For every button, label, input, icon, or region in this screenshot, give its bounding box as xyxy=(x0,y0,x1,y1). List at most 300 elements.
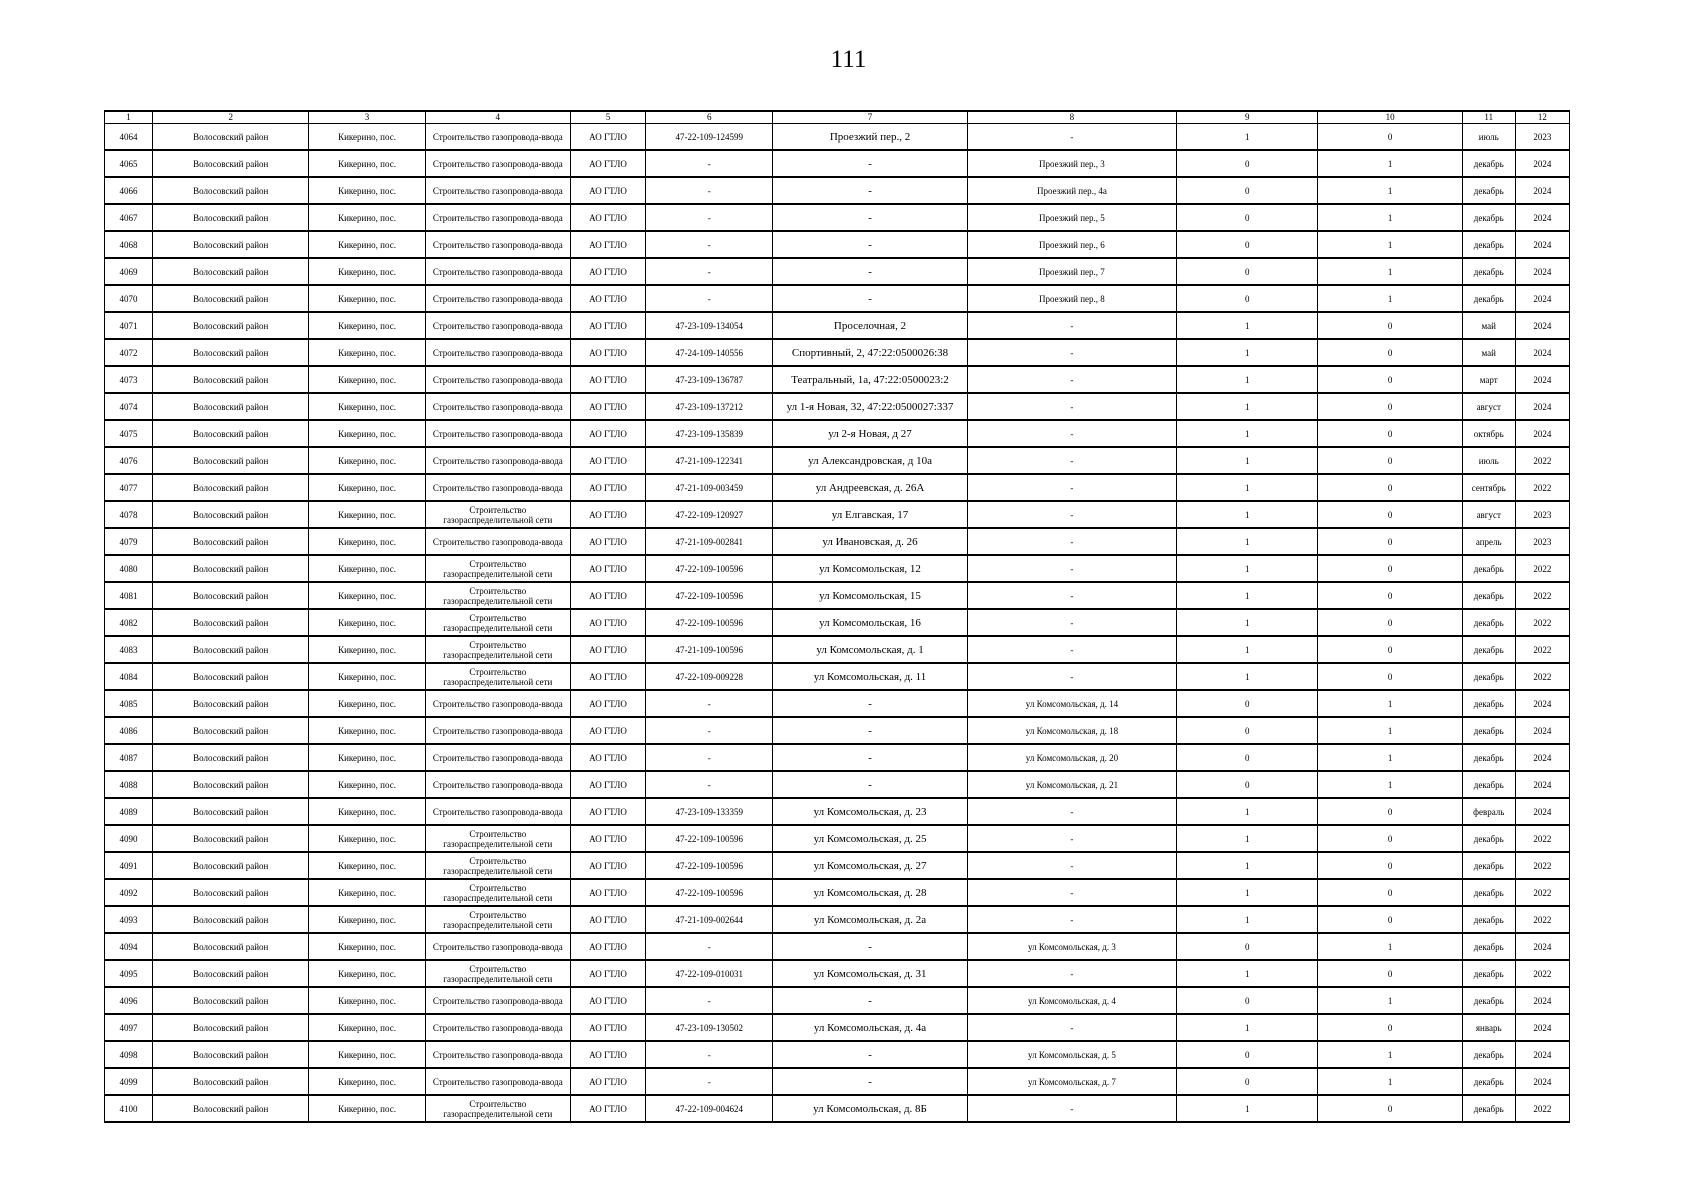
table-cell: 4084 xyxy=(105,663,153,690)
table-cell: Кикерино, пос. xyxy=(309,474,425,501)
table-cell: Кикерино, пос. xyxy=(309,582,425,609)
table-cell: 47-23-109-130502 xyxy=(646,1014,773,1041)
table-cell: 4092 xyxy=(105,879,153,906)
table-cell: Волосовский район xyxy=(153,555,309,582)
table-cell: Волосовский район xyxy=(153,663,309,690)
table-cell: ул Комсомольская, д. 14 xyxy=(967,690,1176,717)
table-row xyxy=(105,636,1570,663)
table-row xyxy=(105,960,1570,987)
table-cell: Строительство газораспределительной сети xyxy=(425,852,570,879)
table-cell: - xyxy=(967,960,1176,987)
column-header: 1 xyxy=(105,111,153,124)
table-cell: 2024 xyxy=(1515,987,1569,1014)
table-cell: АО ГТЛО xyxy=(570,231,645,258)
table-cell: - xyxy=(646,1068,773,1095)
table-body xyxy=(105,111,1570,1122)
table-cell: Волосовский район xyxy=(153,1041,309,1068)
table-cell: Кикерино, пос. xyxy=(309,555,425,582)
table-cell: 2022 xyxy=(1515,555,1569,582)
table-cell: 0 xyxy=(1177,204,1318,231)
table-cell: Волосовский район xyxy=(153,798,309,825)
table-cell: декабрь xyxy=(1462,555,1515,582)
table-row xyxy=(105,906,1570,933)
table-cell: 1 xyxy=(1318,285,1462,312)
table-cell: декабрь xyxy=(1462,960,1515,987)
table-cell: ул Ивановская, д. 26 xyxy=(773,528,967,555)
table-cell: 2024 xyxy=(1515,798,1569,825)
table-cell: Кикерино, пос. xyxy=(309,744,425,771)
table-cell: 4087 xyxy=(105,744,153,771)
table-row xyxy=(105,528,1570,555)
table-cell: Кикерино, пос. xyxy=(309,420,425,447)
table-cell: 0 xyxy=(1318,609,1462,636)
table-cell: 1 xyxy=(1177,528,1318,555)
table-cell: декабрь xyxy=(1462,717,1515,744)
table-cell: 0 xyxy=(1177,285,1318,312)
table-cell: - xyxy=(773,177,967,204)
table-cell: Волосовский район xyxy=(153,636,309,663)
table-cell: АО ГТЛО xyxy=(570,879,645,906)
table-cell: Строительство газопровода-ввода xyxy=(425,933,570,960)
table-cell: - xyxy=(646,150,773,177)
table-row xyxy=(105,555,1570,582)
table-cell: 47-22-109-100596 xyxy=(646,825,773,852)
table-cell: АО ГТЛО xyxy=(570,744,645,771)
table-cell: - xyxy=(967,663,1176,690)
table-cell: декабрь xyxy=(1462,636,1515,663)
table-cell: декабрь xyxy=(1462,879,1515,906)
table-cell: 47-22-109-100596 xyxy=(646,879,773,906)
table-row xyxy=(105,717,1570,744)
table-cell: 2024 xyxy=(1515,177,1569,204)
table-cell: 47-23-109-136787 xyxy=(646,366,773,393)
table-cell: Кикерино, пос. xyxy=(309,231,425,258)
table-cell: - xyxy=(646,231,773,258)
table-cell: Строительство газопровода-ввода xyxy=(425,1014,570,1041)
table-cell: Строительство газопровода-ввода xyxy=(425,124,570,151)
table-cell: Строительство газопровода-ввода xyxy=(425,987,570,1014)
table-row xyxy=(105,582,1570,609)
table-cell: - xyxy=(967,582,1176,609)
table-cell: Строительство газопровода-ввода xyxy=(425,258,570,285)
table-cell: Строительство газораспределительной сети xyxy=(425,906,570,933)
table-cell: Кикерино, пос. xyxy=(309,177,425,204)
table-cell: Кикерино, пос. xyxy=(309,852,425,879)
table-cell: Строительство газораспределительной сети xyxy=(425,1095,570,1122)
table-cell: ул Комсомольская, д. 3 xyxy=(967,933,1176,960)
table-cell: - xyxy=(646,744,773,771)
table-row xyxy=(105,204,1570,231)
table-cell: АО ГТЛО xyxy=(570,663,645,690)
table-cell: 1 xyxy=(1177,420,1318,447)
table-cell: Проезжий пер., 7 xyxy=(967,258,1176,285)
table-cell: Строительство газопровода-ввода xyxy=(425,150,570,177)
table-cell: 4064 xyxy=(105,124,153,151)
table-cell: 4097 xyxy=(105,1014,153,1041)
table-cell: 4091 xyxy=(105,852,153,879)
table-cell: 2024 xyxy=(1515,1041,1569,1068)
table-cell: АО ГТЛО xyxy=(570,528,645,555)
table-cell: 47-22-109-120927 xyxy=(646,501,773,528)
table-cell: 4075 xyxy=(105,420,153,447)
table-cell: 0 xyxy=(1318,1014,1462,1041)
table-cell: декабрь xyxy=(1462,285,1515,312)
table-cell: Волосовский район xyxy=(153,393,309,420)
table-row xyxy=(105,124,1570,151)
table-cell: Кикерино, пос. xyxy=(309,447,425,474)
table-cell: 47-21-109-003459 xyxy=(646,474,773,501)
table-cell: АО ГТЛО xyxy=(570,501,645,528)
table-cell: - xyxy=(773,717,967,744)
table-cell: - xyxy=(773,771,967,798)
table-cell: Волосовский район xyxy=(153,124,309,151)
table-cell: Волосовский район xyxy=(153,825,309,852)
table-cell: сентябрь xyxy=(1462,474,1515,501)
table-cell: ул Комсомольская, д. 8Б xyxy=(773,1095,967,1122)
table-cell: 1 xyxy=(1177,852,1318,879)
table-cell: ул Комсомольская, д. 27 xyxy=(773,852,967,879)
table-cell: 4100 xyxy=(105,1095,153,1122)
table-cell: - xyxy=(773,690,967,717)
table-cell: 0 xyxy=(1318,474,1462,501)
table-cell: Кикерино, пос. xyxy=(309,366,425,393)
column-header: 6 xyxy=(646,111,773,124)
table-cell: Волосовский район xyxy=(153,285,309,312)
table-cell: ул Комсомольская, д. 2а xyxy=(773,906,967,933)
table-cell: 2024 xyxy=(1515,420,1569,447)
table-cell: 0 xyxy=(1318,312,1462,339)
table-cell: Кикерино, пос. xyxy=(309,1014,425,1041)
column-header: 12 xyxy=(1515,111,1569,124)
table-cell: ул Комсомольская, д. 11 xyxy=(773,663,967,690)
table-cell: 1 xyxy=(1177,501,1318,528)
table-cell: Кикерино, пос. xyxy=(309,960,425,987)
table-cell: 4072 xyxy=(105,339,153,366)
table-row xyxy=(105,366,1570,393)
table-cell: Волосовский район xyxy=(153,1068,309,1095)
table-cell: 47-21-109-002644 xyxy=(646,906,773,933)
table-cell: ул Комсомольская, д. 4а xyxy=(773,1014,967,1041)
table-cell: Волосовский район xyxy=(153,609,309,636)
table-cell: Кикерино, пос. xyxy=(309,339,425,366)
table-cell: декабрь xyxy=(1462,1041,1515,1068)
table-row xyxy=(105,1041,1570,1068)
table-cell: январь xyxy=(1462,1014,1515,1041)
table-cell: - xyxy=(773,987,967,1014)
table-cell: 1 xyxy=(1177,1014,1318,1041)
table-cell: 0 xyxy=(1177,258,1318,285)
table-cell: АО ГТЛО xyxy=(570,366,645,393)
table-cell: Кикерино, пос. xyxy=(309,636,425,663)
table-cell: Строительство газопровода-ввода xyxy=(425,339,570,366)
table-cell: Проезжий пер., 3 xyxy=(967,150,1176,177)
table-cell: - xyxy=(967,852,1176,879)
table-cell: декабрь xyxy=(1462,987,1515,1014)
table-cell: - xyxy=(967,447,1176,474)
table-cell: Кикерино, пос. xyxy=(309,609,425,636)
table-cell: 0 xyxy=(1318,663,1462,690)
table-cell: 0 xyxy=(1318,420,1462,447)
table-cell: ул Комсомольская, д. 25 xyxy=(773,825,967,852)
table-cell: 0 xyxy=(1318,798,1462,825)
table-cell: 1 xyxy=(1177,582,1318,609)
table-cell: АО ГТЛО xyxy=(570,933,645,960)
table-cell: 4085 xyxy=(105,690,153,717)
table-cell: - xyxy=(967,1014,1176,1041)
table-cell: 2024 xyxy=(1515,744,1569,771)
table-cell: АО ГТЛО xyxy=(570,1095,645,1122)
table-cell: Кикерино, пос. xyxy=(309,771,425,798)
table-cell: ул Комсомольская, д. 31 xyxy=(773,960,967,987)
table-cell: Волосовский район xyxy=(153,987,309,1014)
register-table xyxy=(104,110,1570,1123)
table-cell: 1 xyxy=(1318,690,1462,717)
table-cell: 1 xyxy=(1177,825,1318,852)
table-cell: Кикерино, пос. xyxy=(309,204,425,231)
table-cell: 47-23-109-135839 xyxy=(646,420,773,447)
table-row xyxy=(105,690,1570,717)
table-cell: 4069 xyxy=(105,258,153,285)
table-row xyxy=(105,879,1570,906)
table-cell: 2024 xyxy=(1515,204,1569,231)
table-cell: - xyxy=(646,204,773,231)
table-cell: 47-21-109-122341 xyxy=(646,447,773,474)
table-cell: 2022 xyxy=(1515,636,1569,663)
table-cell: Строительство газопровода-ввода xyxy=(425,717,570,744)
table-cell: 0 xyxy=(1177,1068,1318,1095)
table-cell: ул Комсомольская, д. 18 xyxy=(967,717,1176,744)
table-cell: Кикерино, пос. xyxy=(309,1095,425,1122)
table-cell: 47-22-109-004624 xyxy=(646,1095,773,1122)
table-cell: Театральный, 1а, 47:22:0500023:2 xyxy=(773,366,967,393)
table-cell: ул 2-я Новая, д 27 xyxy=(773,420,967,447)
table-row xyxy=(105,987,1570,1014)
table-cell: 2022 xyxy=(1515,852,1569,879)
table-row xyxy=(105,663,1570,690)
table-cell: 0 xyxy=(1177,771,1318,798)
table-cell: Кикерино, пос. xyxy=(309,717,425,744)
table-cell: - xyxy=(773,150,967,177)
table-cell: ул Комсомольская, д. 5 xyxy=(967,1041,1176,1068)
table-cell: Строительство газораспределительной сети xyxy=(425,663,570,690)
table-cell: 1 xyxy=(1177,474,1318,501)
table-cell: ул Комсомольская, д. 20 xyxy=(967,744,1176,771)
table-cell: ул Александровская, д 10а xyxy=(773,447,967,474)
table-cell: Строительство газораспределительной сети xyxy=(425,555,570,582)
table-cell: декабрь xyxy=(1462,150,1515,177)
table-row xyxy=(105,312,1570,339)
table-cell: декабрь xyxy=(1462,1068,1515,1095)
table-cell: АО ГТЛО xyxy=(570,798,645,825)
table-cell: 1 xyxy=(1318,204,1462,231)
table-cell: Кикерино, пос. xyxy=(309,285,425,312)
table-row xyxy=(105,258,1570,285)
table-cell: АО ГТЛО xyxy=(570,852,645,879)
table-cell: Строительство газопровода-ввода xyxy=(425,231,570,258)
table-cell: ул Комсомольская, д. 23 xyxy=(773,798,967,825)
table-cell: АО ГТЛО xyxy=(570,555,645,582)
table-cell: Кикерино, пос. xyxy=(309,663,425,690)
table-cell: 4080 xyxy=(105,555,153,582)
table-cell: Проезжий пер., 4а xyxy=(967,177,1176,204)
table-cell: июль xyxy=(1462,124,1515,151)
table-cell: 4099 xyxy=(105,1068,153,1095)
table-cell: ул Комсомольская, д. 21 xyxy=(967,771,1176,798)
table-cell: - xyxy=(773,933,967,960)
table-row xyxy=(105,852,1570,879)
table-cell: Волосовский район xyxy=(153,312,309,339)
table-cell: 4078 xyxy=(105,501,153,528)
table-cell: Строительство газопровода-ввода xyxy=(425,285,570,312)
table-row xyxy=(105,420,1570,447)
table-cell: 47-23-109-134054 xyxy=(646,312,773,339)
table-cell: 47-23-109-133359 xyxy=(646,798,773,825)
table-cell: 47-24-109-140556 xyxy=(646,339,773,366)
table-cell: 2024 xyxy=(1515,150,1569,177)
table-cell: АО ГТЛО xyxy=(570,204,645,231)
table-cell: 0 xyxy=(1318,366,1462,393)
table-cell: 2024 xyxy=(1515,339,1569,366)
table-cell: - xyxy=(967,609,1176,636)
table-cell: Волосовский район xyxy=(153,474,309,501)
table-cell: декабрь xyxy=(1462,771,1515,798)
table-cell: - xyxy=(967,124,1176,151)
table-cell: - xyxy=(967,339,1176,366)
table-cell: 4095 xyxy=(105,960,153,987)
table-cell: Строительство газопровода-ввода xyxy=(425,1068,570,1095)
table-row xyxy=(105,609,1570,636)
table-cell: АО ГТЛО xyxy=(570,124,645,151)
table-cell: Кикерино, пос. xyxy=(309,312,425,339)
column-header: 9 xyxy=(1177,111,1318,124)
table-cell: 47-22-109-124599 xyxy=(646,124,773,151)
table-cell: декабрь xyxy=(1462,825,1515,852)
column-header: 7 xyxy=(773,111,967,124)
table-cell: 47-21-109-002841 xyxy=(646,528,773,555)
table-cell: 2022 xyxy=(1515,663,1569,690)
table-cell: 4071 xyxy=(105,312,153,339)
column-header: 3 xyxy=(309,111,425,124)
column-header: 11 xyxy=(1462,111,1515,124)
table-cell: Волосовский район xyxy=(153,177,309,204)
table-cell: 2022 xyxy=(1515,960,1569,987)
table-row xyxy=(105,150,1570,177)
table-cell: декабрь xyxy=(1462,906,1515,933)
table-cell: 0 xyxy=(1318,124,1462,151)
column-header: 2 xyxy=(153,111,309,124)
table-cell: август xyxy=(1462,501,1515,528)
table-cell: - xyxy=(773,204,967,231)
table-cell: АО ГТЛО xyxy=(570,474,645,501)
table-cell: Волосовский район xyxy=(153,879,309,906)
table-cell: 47-21-109-100596 xyxy=(646,636,773,663)
table-cell: Волосовский район xyxy=(153,933,309,960)
table-cell: 1 xyxy=(1177,312,1318,339)
table-cell: 47-22-109-100596 xyxy=(646,609,773,636)
table-cell: АО ГТЛО xyxy=(570,636,645,663)
table-cell: ул Комсомольская, д. 1 xyxy=(773,636,967,663)
table-cell: Строительство газопровода-ввода xyxy=(425,177,570,204)
table-cell: Волосовский район xyxy=(153,447,309,474)
table-cell: - xyxy=(646,717,773,744)
table-cell: Волосовский район xyxy=(153,258,309,285)
column-header: 5 xyxy=(570,111,645,124)
table-cell: 4081 xyxy=(105,582,153,609)
table-cell: Строительство газопровода-ввода xyxy=(425,393,570,420)
table-row xyxy=(105,393,1570,420)
table-cell: 0 xyxy=(1318,447,1462,474)
table-cell: 2024 xyxy=(1515,933,1569,960)
table-cell: - xyxy=(646,690,773,717)
table-cell: 1 xyxy=(1318,717,1462,744)
table-cell: декабрь xyxy=(1462,258,1515,285)
table-cell: 2024 xyxy=(1515,231,1569,258)
table-cell: Строительство газопровода-ввода xyxy=(425,474,570,501)
table-cell: Строительство газопровода-ввода xyxy=(425,312,570,339)
table-cell: Строительство газопровода-ввода xyxy=(425,771,570,798)
table-cell: Строительство газораспределительной сети xyxy=(425,825,570,852)
table-cell: 0 xyxy=(1177,987,1318,1014)
table-cell: апрель xyxy=(1462,528,1515,555)
table-cell: АО ГТЛО xyxy=(570,609,645,636)
table-cell: Строительство газопровода-ввода xyxy=(425,204,570,231)
table-cell: АО ГТЛО xyxy=(570,960,645,987)
table-cell: 0 xyxy=(1318,555,1462,582)
table-row xyxy=(105,1068,1570,1095)
table-row xyxy=(105,798,1570,825)
table-cell: 2023 xyxy=(1515,501,1569,528)
table-cell: Кикерино, пос. xyxy=(309,124,425,151)
table-cell: Строительство газораспределительной сети xyxy=(425,582,570,609)
table-cell: 4090 xyxy=(105,825,153,852)
table-cell: 1 xyxy=(1177,447,1318,474)
table-cell: - xyxy=(967,879,1176,906)
table-cell: 2022 xyxy=(1515,1095,1569,1122)
table-cell: май xyxy=(1462,339,1515,366)
table-cell: Волосовский район xyxy=(153,582,309,609)
table-cell: Волосовский район xyxy=(153,204,309,231)
table-cell: Проезжий пер., 8 xyxy=(967,285,1176,312)
table-cell: 1 xyxy=(1318,771,1462,798)
table-cell: 4083 xyxy=(105,636,153,663)
table-cell: 4082 xyxy=(105,609,153,636)
table-cell: АО ГТЛО xyxy=(570,1068,645,1095)
table-cell: Волосовский район xyxy=(153,501,309,528)
table-cell: июль xyxy=(1462,447,1515,474)
table-cell: 1 xyxy=(1318,987,1462,1014)
table-cell: Кикерино, пос. xyxy=(309,393,425,420)
table-cell: - xyxy=(967,420,1176,447)
table-cell: 0 xyxy=(1177,1041,1318,1068)
table-cell: Кикерино, пос. xyxy=(309,150,425,177)
table-cell: - xyxy=(967,636,1176,663)
table-cell: декабрь xyxy=(1462,231,1515,258)
table-cell: - xyxy=(646,177,773,204)
table-row xyxy=(105,825,1570,852)
table-cell: 1 xyxy=(1318,1068,1462,1095)
table-cell: 2022 xyxy=(1515,609,1569,636)
table-cell: Волосовский район xyxy=(153,852,309,879)
table-cell: Проезжий пер., 2 xyxy=(773,124,967,151)
table-cell: АО ГТЛО xyxy=(570,1014,645,1041)
table-cell: 0 xyxy=(1318,852,1462,879)
table-row xyxy=(105,1014,1570,1041)
table-cell: 2022 xyxy=(1515,474,1569,501)
table-cell: декабрь xyxy=(1462,663,1515,690)
table-cell: декабрь xyxy=(1462,744,1515,771)
table-cell: АО ГТЛО xyxy=(570,825,645,852)
table-cell: Кикерино, пос. xyxy=(309,1068,425,1095)
